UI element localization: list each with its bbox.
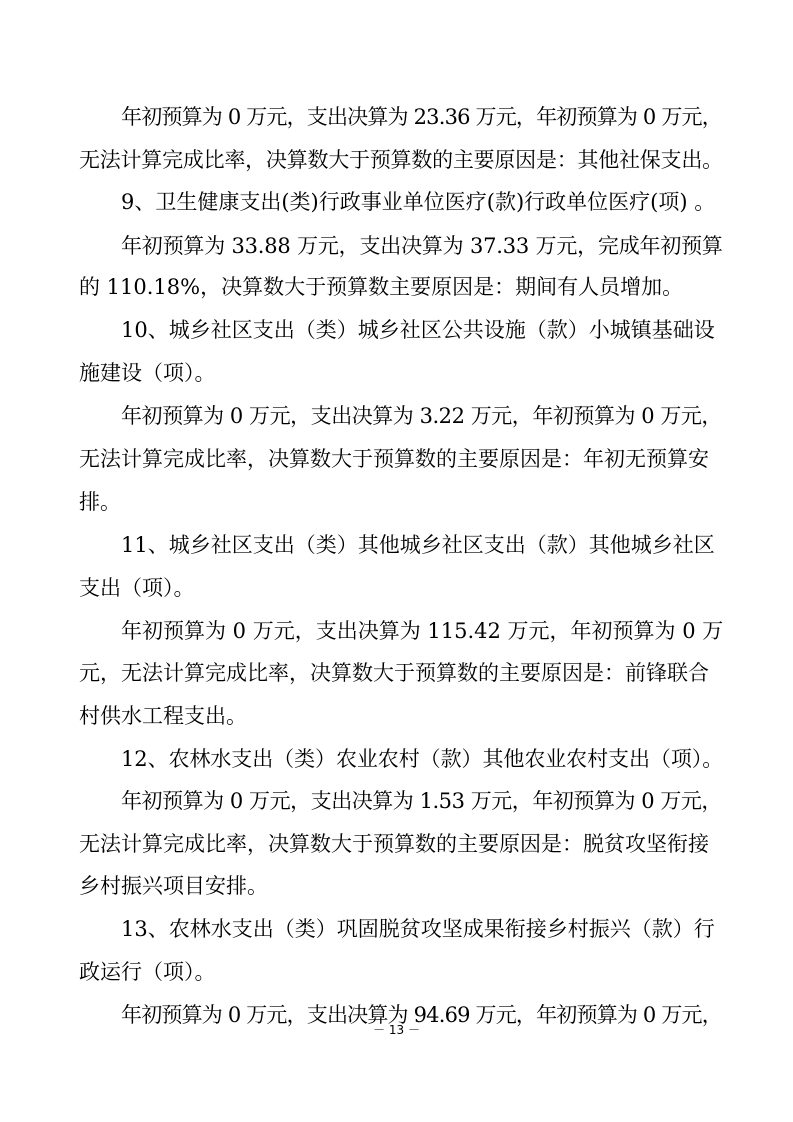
text-line: 无法计算完成比率，决算数大于预算数的主要原因是：其他社保支出。 [79, 148, 723, 172]
text-line: 无法计算完成比率，决算数大于预算数的主要原因是：年初无预算安 [79, 447, 709, 471]
text-line: 的 110.18%，决算数大于预算数主要原因是：期间有人员增加。 [79, 275, 684, 299]
page-number: － 13 － [373, 1023, 420, 1037]
text-line: 施建设（项）。 [79, 361, 216, 385]
text-line: 村供水工程支出。 [79, 704, 247, 728]
text-line: 9、卫生健康支出(类)行政事业单位医疗(款)行政单位医疗(项) 。 [121, 190, 716, 214]
text-line: 年初预算为 0 万元，支出决算为 23.36 万元，年初预算为 0 万元， [121, 105, 722, 129]
text-line: 支出（项）。 [79, 576, 195, 600]
text-line: 11、城乡社区支出（类）其他城乡社区支出（款）其他城乡社区 [121, 533, 715, 557]
text-line: 乡村振兴项目安排。 [79, 874, 268, 898]
text-line: 无法计算完成比率，决算数大于预算数的主要原因是：脱贫攻坚衔接 [79, 832, 709, 856]
text-line: 13、农林水支出（类）巩固脱贫攻坚成果衔接乡村振兴（款）行 [121, 917, 715, 941]
text-line: 年初预算为 33.88 万元，支出决算为 37.33 万元，完成年初预算 [121, 234, 723, 258]
text-line: 年初预算为 0 万元，支出决算为 3.22 万元，年初预算为 0 万元， [121, 404, 722, 428]
text-line: 10、城乡社区支出（类）城乡社区公共设施（款）小城镇基础设 [121, 318, 715, 342]
text-line: 年初预算为 0 万元，支出决算为 115.42 万元，年初预算为 0 万 [121, 619, 724, 643]
text-line: 12、农林水支出（类）农业农村（款）其他农业农村支出（项）。 [121, 747, 724, 771]
text-line: 年初预算为 0 万元，支出决算为 94.69 万元，年初预算为 0 万元， [121, 1003, 722, 1027]
text-line: 政运行（项）。 [79, 960, 216, 984]
text-line: 排。 [79, 490, 121, 514]
text-line: 年初预算为 0 万元，支出决算为 1.53 万元，年初预算为 0 万元， [121, 789, 722, 813]
text-line: 元，无法计算完成比率，决算数大于预算数的主要原因是：前锋联合 [79, 661, 709, 685]
